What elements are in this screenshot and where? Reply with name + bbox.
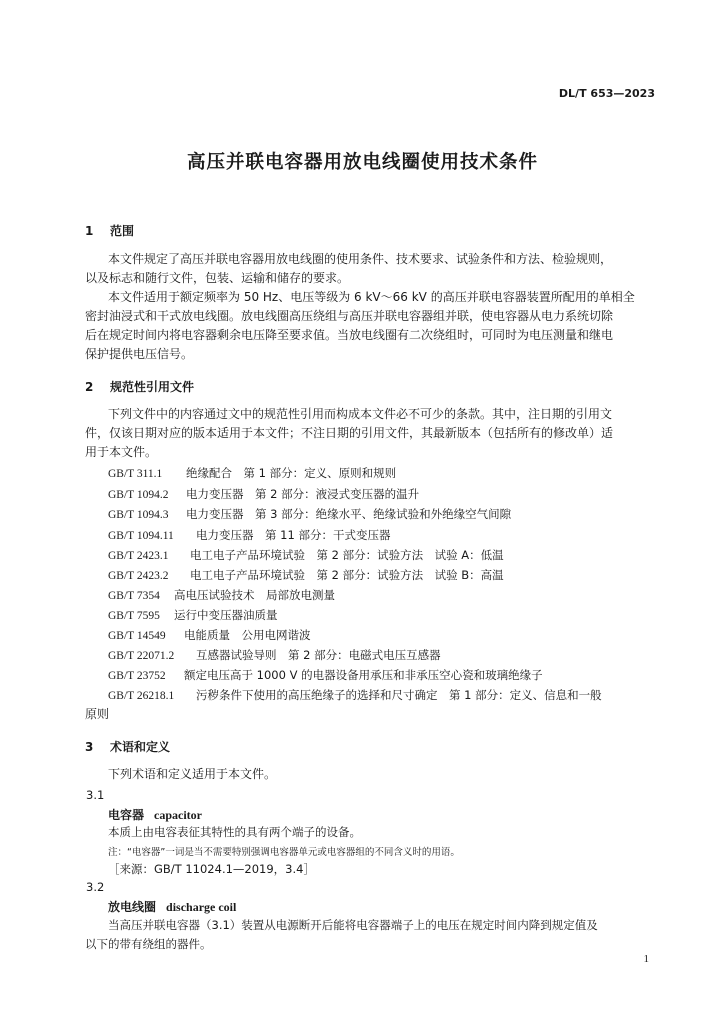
term-heading: 放电线圈 discharge coil (108, 900, 237, 914)
paragraph-line: 用于本文件。 (85, 445, 158, 459)
reference-item: GB/T 2423.1 电工电子产品环境试验 第 2 部分：试验方法 试验 A：低温 (108, 548, 504, 562)
term-note: 注：“电容器”一词是当不需要特别强调电容器单元或电容器组的不同含义时的用语。 (108, 847, 460, 858)
reference-item: GB/T 1094.2 电力变压器 第 2 部分：液浸式变压器的温升 (108, 487, 420, 501)
section-number: 1 (85, 224, 94, 238)
term-definition: 本质上由电容表征其特性的具有两个端子的设备。 (108, 825, 361, 839)
reference-item: GB/T 14549 电能质量 公用电网谐波 (108, 628, 311, 642)
section-title: 规范性引用文件 (110, 380, 195, 394)
reference-item: GB/T 23752 额定电压高于 1000 V 的电器设备用承压和非承压空心瓷和玻璃绝缘子 (108, 668, 543, 682)
paragraph-line: 本文件规定了高压并联电容器用放电线圈的使用条件、技术要求、试验条件和方法、检验规则， (108, 252, 613, 266)
reference-item: GB/T 26218.1 污秽条件下使用的高压绝缘子的选择和尺寸确定 第 1 部分：定义、信息和一般 (108, 688, 602, 702)
reference-item: GB/T 1094.11 电力变压器 第 11 部分：干式变压器 (108, 528, 391, 542)
paragraph-line: 下列术语和定义适用于本文件。 (108, 767, 277, 781)
section-3-heading (85, 738, 170, 755)
section-2-heading (85, 378, 194, 395)
term-source: ［来源：GB/T 11024.1—2019，3.4］ (108, 862, 315, 876)
paragraph-line: 后在规定时间内将电容器剩余电压降至要求值。当放电线圈有二次绕组时，可同时为电压测量和继电 (85, 328, 614, 342)
clause-number: 3.1 (86, 788, 105, 802)
paragraph-line: 保护提供电压信号。 (85, 347, 194, 361)
section-1-heading (85, 222, 134, 239)
term-heading: 电容器 capacitor (108, 808, 202, 822)
section-title: 术语和定义 (110, 740, 171, 754)
section-title: 范围 (110, 224, 135, 238)
page-number: 1 (643, 953, 649, 965)
paragraph-line: 以及标志和随行文件，包装、运输和储存的要求。 (85, 271, 350, 285)
paragraph-line: 下列文件中的内容通过文中的规范性引用而构成本文件必不可少的条款。其中，注日期的引用文 (108, 407, 613, 421)
paragraph-line: 密封油浸式和干式放电线圈。放电线圈高压绕组与高压并联电容器组并联，使电容器从电力系统切除 (85, 309, 614, 323)
reference-item: GB/T 7354 高电压试验技术 局部放电测量 (108, 588, 335, 602)
document-code: DL/T 653—2023 (558, 87, 655, 100)
document-title: 高压并联电容器用放电线圈使用技术条件 (186, 152, 538, 173)
reference-item: GB/T 7595 运行中变压器油质量 (108, 608, 278, 622)
paragraph-line: 本文件适用于额定频率为 50 Hz、电压等级为 6 kV～66 kV 的高压并联电容器装置所配用的单相全 (108, 290, 635, 304)
reference-item: GB/T 1094.3 电力变压器 第 3 部分：绝缘水平、绝缘试验和外绝缘空气间隙 (108, 507, 512, 521)
section-number: 2 (85, 380, 94, 394)
term-definition: 以下的带有绕组的器件。 (85, 937, 212, 951)
term-definition: 当高压并联电容器（3.1）装置从电源断开后能将电容器端子上的电压在规定时间内降到规定值及 (108, 918, 598, 932)
clause-number: 3.2 (86, 880, 105, 894)
reference-item: GB/T 311.1 绝缘配合 第 1 部分：定义、原则和规则 (108, 466, 397, 480)
reference-item: GB/T 22071.2 互感器试验导则 第 2 部分：电磁式电压互感器 (108, 648, 441, 662)
reference-item: GB/T 2423.2 电工电子产品环境试验 第 2 部分：试验方法 试验 B：高温 (108, 568, 504, 582)
paragraph-line: 件，仅该日期对应的版本适用于本文件；不注日期的引用文件，其最新版本（包括所有的修改单）适 (85, 426, 614, 440)
section-number: 3 (85, 740, 94, 754)
reference-continuation: 原则 (85, 707, 110, 721)
